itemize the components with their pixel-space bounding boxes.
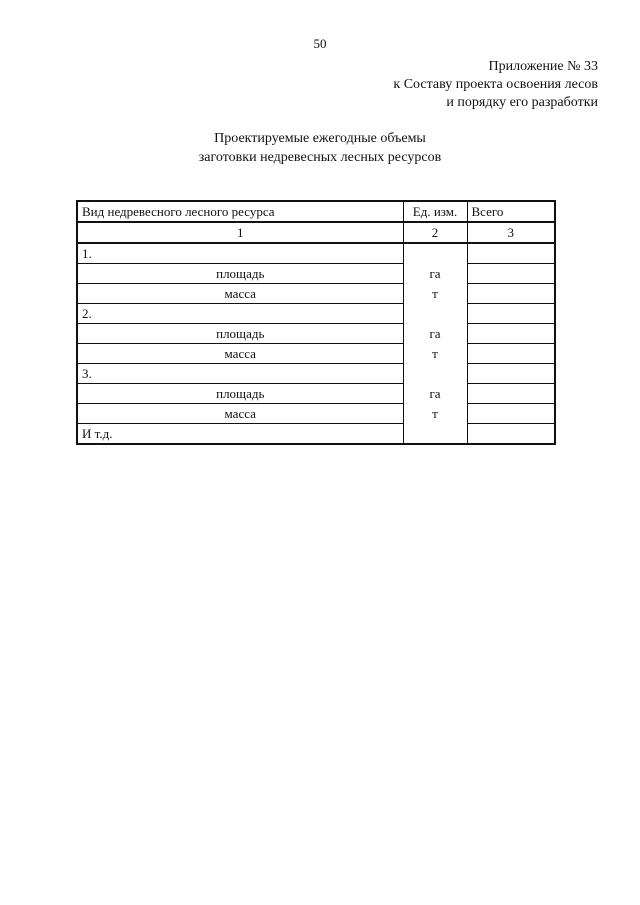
- resource-name-cell: масса: [77, 404, 403, 424]
- resource-name-cell: площадь: [77, 324, 403, 344]
- resource-name-cell: 3.: [77, 364, 403, 384]
- column-number-3: 3: [467, 222, 555, 243]
- unit-cell: т: [403, 284, 467, 304]
- unit-cell: га: [403, 384, 467, 404]
- page-number: 50: [313, 36, 327, 51]
- appendix-caption: [393, 58, 598, 112]
- table-row: [77, 384, 555, 404]
- total-cell: [467, 344, 555, 364]
- unit-cell: га: [403, 264, 467, 284]
- unit-cell: [403, 304, 467, 324]
- total-cell: [467, 404, 555, 424]
- unit-cell: [403, 243, 467, 264]
- header-total: Всего: [467, 201, 555, 222]
- resource-name-cell: площадь: [77, 264, 403, 284]
- table-row: [77, 404, 555, 424]
- table-column-numbers-row: [77, 222, 555, 243]
- resource-name-cell: И т.д.: [77, 424, 403, 445]
- appendix-line-2: к Составу проекта освоения лесов: [393, 77, 598, 92]
- document-title-line-2: заготовки недревесных лесных ресурсов: [198, 150, 442, 165]
- table-body: [77, 243, 555, 444]
- resources-table: [76, 200, 556, 445]
- total-cell: [467, 284, 555, 304]
- unit-cell: [403, 424, 467, 445]
- total-cell: [467, 324, 555, 344]
- total-cell: [467, 424, 555, 445]
- table-row: [77, 324, 555, 344]
- resource-name-cell: площадь: [77, 384, 403, 404]
- column-number-2: 2: [403, 222, 467, 243]
- total-cell: [467, 304, 555, 324]
- appendix-line-3: и порядку его разработки: [446, 95, 598, 110]
- table-row: [77, 304, 555, 324]
- resource-name-cell: 1.: [77, 243, 403, 264]
- resource-name-cell: масса: [77, 344, 403, 364]
- column-number-1: 1: [77, 222, 403, 243]
- total-cell: [467, 384, 555, 404]
- document-title-line-1: Проектируемые ежегодные объемы: [214, 131, 426, 146]
- header-resource-type: Вид недревесного лесного ресурса: [77, 201, 403, 222]
- table-row: [77, 364, 555, 384]
- appendix-line-1: Приложение № 33: [488, 59, 598, 74]
- table-row: [77, 424, 555, 445]
- unit-cell: т: [403, 404, 467, 424]
- total-cell: [467, 364, 555, 384]
- unit-cell: [403, 364, 467, 384]
- table-header-row: [77, 201, 555, 222]
- table-row: [77, 344, 555, 364]
- table-row: [77, 284, 555, 304]
- table-row: [77, 243, 555, 264]
- unit-cell: т: [403, 344, 467, 364]
- total-cell: [467, 243, 555, 264]
- table-row: [77, 264, 555, 284]
- document-title: [0, 129, 640, 167]
- unit-cell: га: [403, 324, 467, 344]
- total-cell: [467, 264, 555, 284]
- resource-name-cell: масса: [77, 284, 403, 304]
- resource-name-cell: 2.: [77, 304, 403, 324]
- header-unit: Ед. изм.: [403, 201, 467, 222]
